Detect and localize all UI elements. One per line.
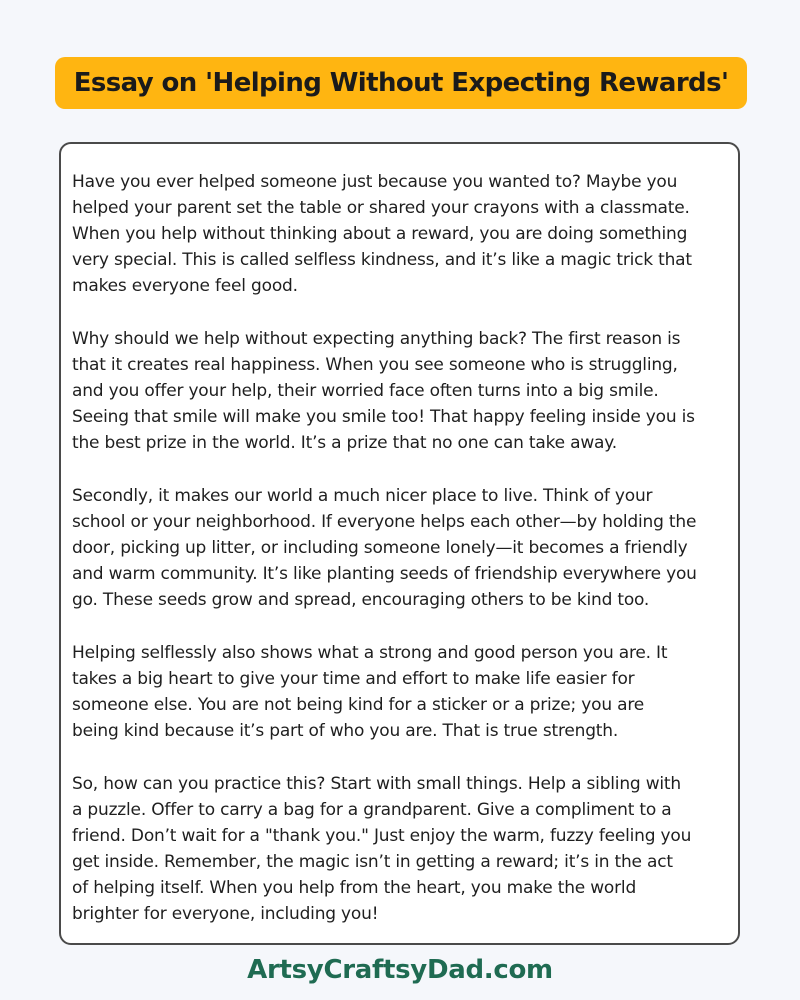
text-line: Have you ever helped someone just because you wanted to? Maybe you xyxy=(72,172,678,192)
paragraph-1 xyxy=(72,169,738,299)
text-line: Secondly, it makes our world a much nicer place to live. Think of your xyxy=(72,486,653,506)
title-banner xyxy=(55,57,747,109)
essay-body xyxy=(59,142,740,945)
text-line: makes everyone feel good. xyxy=(72,276,298,296)
text-line: door, picking up litter, or including someone lonely—it becomes a friendly xyxy=(72,538,688,558)
text-line: Helping selflessly also shows what a strong and good person you are. It xyxy=(72,643,668,663)
text-line: helped your parent set the table or shared your crayons with a classmate. xyxy=(72,198,690,218)
text-line: friend. Don’t wait for a "thank you." Just enjoy the warm, fuzzy feeling you xyxy=(72,826,692,846)
text-line: very special. This is called selfless kindness, and it’s like a magic trick that xyxy=(72,250,692,270)
text-line: and you offer your help, their worried face often turns into a big smile. xyxy=(72,381,659,401)
text-line: someone else. You are not being kind for a sticker or a prize; you are xyxy=(72,695,644,715)
text-line: school or your neighborhood. If everyone helps each other—by holding the xyxy=(72,512,697,532)
essay-title: Essay on 'Helping Without Expecting Rewards' xyxy=(73,68,729,98)
paragraph-2 xyxy=(72,326,738,456)
paragraph-5 xyxy=(72,771,738,927)
text-line: go. These seeds grow and spread, encouraging others to be kind too. xyxy=(72,590,650,610)
text-line: that it creates real happiness. When you see someone who is struggling, xyxy=(72,355,678,375)
text-line: and warm community. It’s like planting seeds of friendship everywhere you xyxy=(72,564,697,584)
text-line: a puzzle. Offer to carry a bag for a grandparent. Give a compliment to a xyxy=(72,800,672,820)
text-line: being kind because it’s part of who you are. That is true strength. xyxy=(72,721,619,741)
text-line: get inside. Remember, the magic isn’t in getting a reward; it’s in the act xyxy=(72,852,673,872)
text-line: of helping itself. When you help from the heart, you make the world xyxy=(72,878,637,898)
text-line: Why should we help without expecting anything back? The first reason is xyxy=(72,329,681,349)
footer-brand: ArtsyCraftsyDad.com xyxy=(247,955,553,985)
paragraph-3 xyxy=(72,483,738,613)
text-line: So, how can you practice this? Start with small things. Help a sibling with xyxy=(72,774,681,794)
text-line: the best prize in the world. It’s a prize that no one can take away. xyxy=(72,433,617,453)
text-line: When you help without thinking about a reward, you are doing something xyxy=(72,224,688,244)
text-line: Seeing that smile will make you smile too! That happy feeling inside you is xyxy=(72,407,695,427)
paragraph-4 xyxy=(72,640,738,744)
text-line: brighter for everyone, including you! xyxy=(72,904,379,924)
text-line: takes a big heart to give your time and effort to make life easier for xyxy=(72,669,635,689)
